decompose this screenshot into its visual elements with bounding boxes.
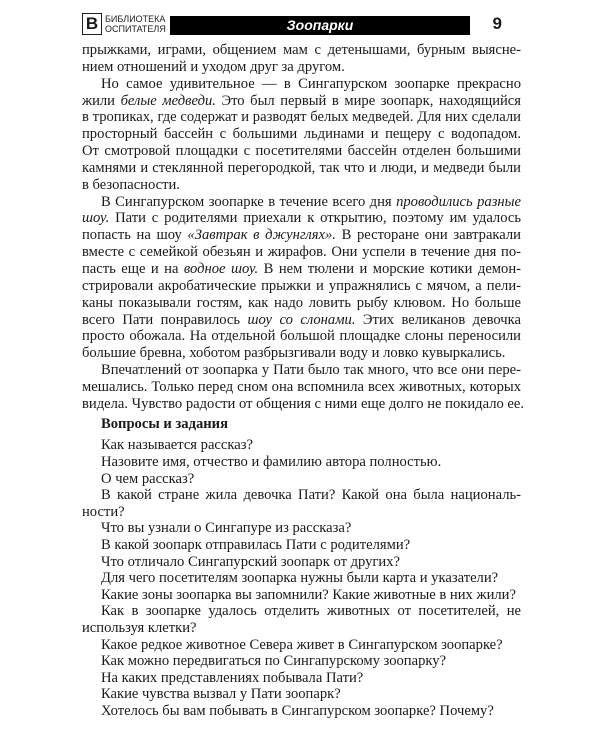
text-run: видела. Чувство радости от общения с ними еще долго не покидало ее. — [82, 395, 525, 412]
text-run: большие бревна, хоботом разбрызгивали воду и ловко кувыркались. — [82, 345, 506, 362]
question-item — [82, 537, 521, 554]
question-item — [82, 471, 521, 488]
text-line — [82, 160, 521, 177]
question-line: используя клетки? — [82, 619, 197, 636]
text-run: Но самое удивительное — в Сингапурском зоопарке прекрасно — [101, 75, 521, 92]
question-line: Назовите имя, отчество и фамилию автора полностью. — [101, 454, 442, 470]
text-line — [82, 244, 521, 261]
text-line — [82, 59, 521, 76]
text-line — [82, 42, 521, 59]
question-item — [82, 437, 521, 454]
questions-heading: Вопросы и задания — [101, 415, 228, 432]
section-title: Зоопарки — [170, 16, 470, 35]
question-line: Как в зоопарке удалось отделить животных от посетителей, не — [101, 603, 521, 620]
text-run: вместе с семейкой обезьян и жирафов. Они успели в течение дня по- — [82, 244, 521, 261]
text-run: мешались. Только перед сном она вспомнила всех животных, которых — [82, 378, 521, 395]
text-run: Этих великанов девочка — [355, 311, 521, 328]
emphasis-text: проводились разные — [396, 193, 521, 210]
text-line — [82, 143, 521, 160]
emphasis-text: шоу. — [82, 210, 110, 227]
question-line: На каких представлениях побывала Пати? — [101, 669, 364, 686]
text-line — [82, 345, 521, 362]
question-item — [82, 653, 521, 670]
text-run: нием отношений и уходом друг за другом. — [82, 58, 345, 75]
question-line: ности? — [82, 503, 125, 520]
text-line — [82, 328, 521, 345]
question-line: В какой стране жила девочка Пати? Какой она была националь- — [101, 487, 521, 504]
question-item — [82, 454, 521, 471]
question-item — [82, 637, 521, 654]
question-line: Что вы узнали о Сингапуре из рассказа? — [101, 520, 352, 537]
page-number: 9 — [492, 14, 502, 33]
text-run: От смотровой площадки с посетителями бассейн отделен большими — [82, 143, 521, 160]
emphasis-text: шоу со слонами. — [247, 311, 356, 328]
emphasis-text: белые медведи. — [120, 92, 216, 109]
question-line: Какие чувства вызвал у Пати зоопарк? — [101, 686, 341, 703]
emphasis-text: «Завтрак в джунглях». — [187, 227, 336, 244]
series-name — [105, 14, 166, 34]
text-line — [82, 379, 521, 396]
text-line — [82, 126, 521, 143]
question-line: В какой зоопарк отправилась Пати с родителями? — [101, 536, 411, 553]
question-item — [82, 703, 521, 720]
paragraph — [82, 362, 525, 413]
text-run: В нем тюлени и морские котики демон- — [258, 260, 522, 277]
text-run: Это был первый в мире зоопарк, находящийся — [215, 92, 522, 109]
text-line — [82, 227, 521, 244]
text-run: В Сингапурском зоопарке в течение всего дня — [101, 193, 397, 210]
question-line: Какое редкое животное Севера живет в Сингапурском зоопарке? — [101, 636, 503, 653]
text-line — [82, 194, 521, 211]
text-run: просторный бассейн с большими льдинами и пещеру с водопадом. — [82, 126, 521, 143]
question-line: Для чего посетителям зоопарка нужны были карта и указатели? — [101, 570, 499, 587]
question-item — [82, 520, 521, 537]
text-line — [82, 109, 521, 126]
text-line — [82, 312, 521, 329]
text-run: камнями и стеклянной перегородкой, так что и люди, и медведи были — [82, 159, 521, 176]
text-line — [82, 362, 521, 379]
text-run: В ресторане они завтракали — [335, 227, 521, 244]
body-text — [82, 42, 525, 413]
question-item — [82, 554, 521, 571]
paragraph — [82, 42, 521, 76]
question-line: О чем рассказ? — [101, 470, 195, 487]
question-item — [82, 670, 521, 687]
text-run: в безопасности. — [82, 176, 180, 193]
page-content — [82, 42, 525, 720]
question-line: Какие зоны зоопарка вы запомнили? Какие животные в них жили? — [101, 586, 516, 603]
text-line — [82, 76, 521, 93]
text-line — [82, 295, 521, 312]
text-line — [82, 395, 525, 413]
series-name-line1: БИБЛИОТЕКА — [105, 14, 166, 24]
text-line — [82, 177, 521, 194]
question-line: Хотелось бы вам побывать в Сингапурском зоопарке? Почему? — [101, 702, 494, 719]
page-header — [82, 13, 522, 37]
question-line: Как можно передвигаться по Сингапурскому зоопарку? — [101, 653, 447, 670]
text-run: попасть на шоу — [82, 227, 188, 244]
text-run: просто обожала. На отдельной большой площадке слоны переносили — [82, 328, 521, 345]
text-run: Впечатлений от зоопарка у Пати было так много, что все они пере- — [101, 362, 521, 379]
text-line — [82, 93, 521, 110]
text-run: пасть еще и на — [82, 260, 184, 277]
text-run: каны показывали гостям, как надо ловить рыбу клювом. Но больше — [82, 294, 521, 311]
paragraph — [82, 194, 521, 362]
text-line — [82, 261, 521, 278]
text-line — [82, 278, 521, 295]
text-line — [82, 210, 521, 227]
text-run: всего Пати понравилось — [82, 311, 248, 328]
series-logo: В — [82, 13, 102, 35]
text-run: жили — [82, 92, 121, 109]
text-run: прыжками, играми, общением мам с детенышами, бурным выясне- — [82, 42, 521, 58]
text-run: в тропиках, где содержат и разводят белых медведей. Для них сделали — [82, 109, 521, 126]
question-line: Как называется рассказ? — [101, 437, 253, 454]
question-item — [82, 686, 521, 703]
question-item — [82, 587, 521, 604]
question-item — [82, 487, 521, 520]
emphasis-text: водное шоу. — [183, 260, 259, 277]
question-item — [82, 603, 521, 636]
question-line: Что отличало Сингапурский зоопарк от других? — [101, 553, 400, 570]
text-run: Пати с родителями приехали к открытию, поэтому им удалось — [109, 210, 521, 227]
text-run: стрировали акробатические прыжки и упражнялись с мячом, а пели- — [82, 277, 521, 294]
questions-list — [82, 437, 521, 719]
paragraph — [82, 76, 521, 194]
question-item — [82, 570, 521, 587]
series-name-line2: ОСПИТАТЕЛЯ — [105, 24, 166, 34]
